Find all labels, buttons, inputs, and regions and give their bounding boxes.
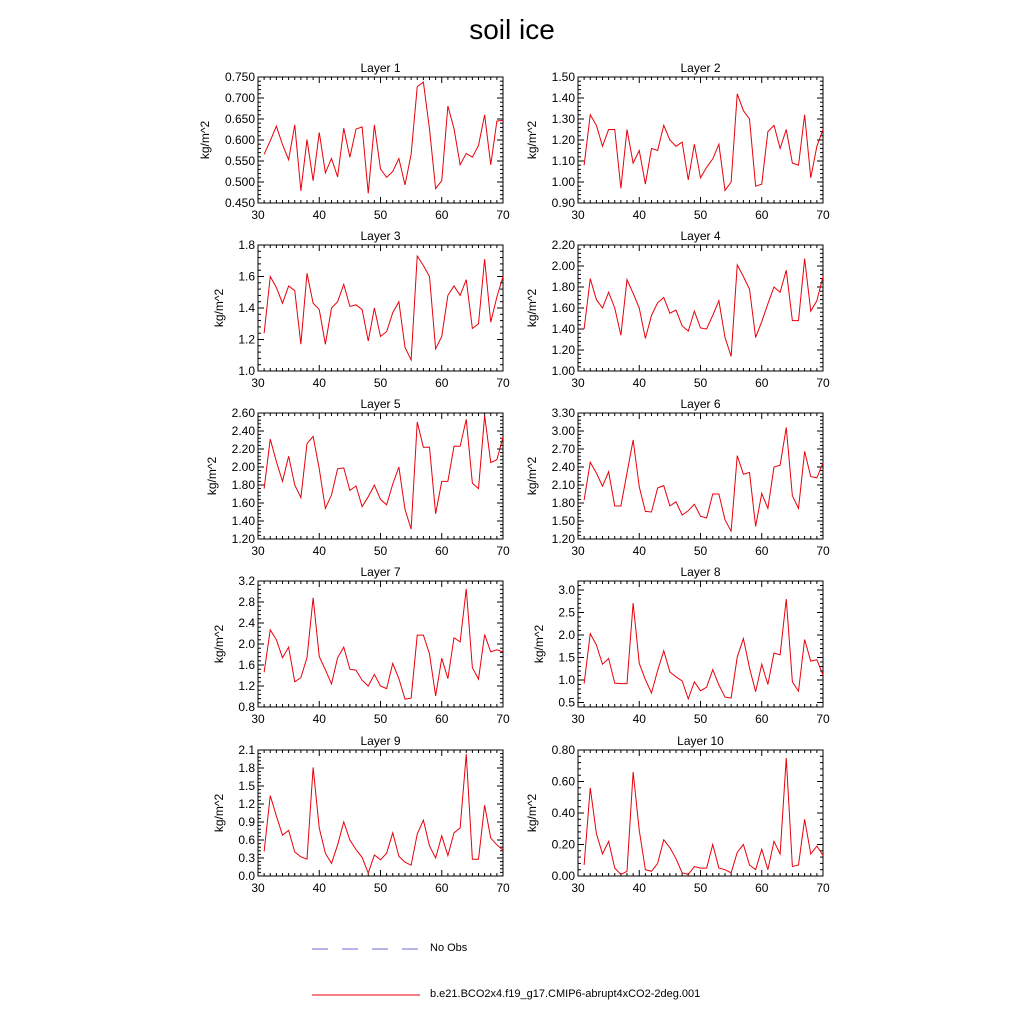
chart-layer-4 — [525, 229, 830, 390]
y-tick-label: 1.50 — [551, 514, 575, 528]
x-tick-label: 50 — [693, 712, 708, 726]
y-tick-label: 3.30 — [551, 406, 575, 420]
y-tick-label: 0.500 — [224, 175, 255, 189]
y-axis-label: kg/m^2 — [525, 120, 539, 160]
legend-model-run-line — [310, 989, 422, 1001]
y-tick-label: 1.0 — [558, 673, 575, 687]
series-line-model-run — [264, 82, 503, 193]
chart-layer-6 — [525, 397, 830, 558]
x-tick-label: 30 — [251, 376, 265, 390]
series-line-model-run — [264, 256, 503, 360]
y-tick-label: 2.70 — [551, 442, 575, 456]
chart-title: Layer 6 — [680, 397, 721, 411]
y-tick-label: 1.10 — [551, 154, 575, 168]
y-tick-label: 2.00 — [231, 460, 255, 474]
x-tick-label: 40 — [312, 544, 326, 558]
y-tick-label: 1.6 — [238, 658, 255, 672]
y-tick-label: 1.2 — [238, 332, 255, 347]
y-tick-label: 2.40 — [551, 460, 575, 474]
series-line-model-run — [584, 427, 823, 531]
y-tick-label: 1.2 — [238, 797, 255, 811]
y-tick-label: 1.00 — [551, 175, 575, 189]
y-tick-label: 0.80 — [551, 743, 575, 757]
x-tick-label: 30 — [251, 881, 265, 895]
legend-no-obs-line — [310, 943, 422, 955]
chart-title: Layer 3 — [360, 229, 401, 243]
y-tick-label: 3.2 — [238, 574, 255, 588]
x-tick-label: 30 — [571, 544, 585, 558]
y-axis-label: kg/m^2 — [212, 624, 226, 664]
x-tick-label: 70 — [496, 544, 510, 558]
x-tick-label: 50 — [373, 881, 388, 895]
plot-frame — [258, 413, 503, 539]
y-tick-label: 0.3 — [238, 851, 255, 865]
chart-title: Layer 8 — [680, 565, 721, 579]
chart-layer-2 — [525, 61, 830, 222]
plot-frame — [258, 581, 503, 707]
plot-frame — [258, 245, 503, 371]
y-tick-label: 0.0 — [238, 869, 255, 883]
y-axis-label: kg/m^2 — [198, 120, 212, 160]
plot-frame — [578, 750, 823, 876]
y-tick-label: 1.00 — [551, 364, 575, 378]
x-tick-label: 50 — [693, 376, 708, 390]
chart-layer-10 — [525, 734, 830, 895]
legend-model-run-label: b.e21.BCO2x4.f19_g17.CMIP6-abrupt4xCO2-2deg.001 — [430, 988, 701, 1000]
series-line-model-run — [264, 416, 503, 529]
y-tick-label: 3.00 — [551, 424, 575, 438]
y-tick-label: 2.1 — [238, 743, 255, 757]
y-tick-label: 1.40 — [551, 91, 575, 105]
y-axis-label: kg/m^2 — [212, 288, 226, 328]
y-tick-label: 1.20 — [551, 343, 575, 357]
chart-layer-5 — [205, 397, 510, 558]
chart-title: Layer 4 — [680, 229, 721, 243]
x-tick-label: 40 — [312, 376, 326, 390]
y-tick-label: 2.0 — [238, 637, 255, 651]
y-tick-label: 1.40 — [551, 322, 575, 336]
x-tick-label: 50 — [373, 544, 388, 558]
x-tick-label: 50 — [373, 712, 388, 726]
chart-layer-3 — [212, 229, 510, 390]
chart-title: Layer 5 — [360, 397, 401, 411]
y-tick-label: 1.4 — [238, 301, 255, 315]
y-tick-label: 1.5 — [558, 650, 575, 665]
y-tick-label: 1.0 — [238, 364, 255, 378]
x-tick-label: 60 — [755, 376, 769, 390]
x-tick-label: 40 — [312, 208, 326, 222]
plot-frame — [258, 750, 503, 876]
x-tick-label: 60 — [435, 544, 449, 558]
x-tick-label: 70 — [816, 712, 830, 726]
x-tick-label: 30 — [251, 712, 265, 726]
y-tick-label: 1.50 — [551, 70, 575, 84]
y-tick-label: 0.9 — [238, 815, 255, 829]
y-tick-label: 1.60 — [551, 301, 575, 315]
y-tick-label: 0.00 — [551, 869, 575, 883]
x-tick-label: 70 — [816, 881, 830, 895]
chart-layer-7 — [212, 565, 510, 726]
x-tick-label: 40 — [632, 881, 646, 895]
series-line-model-run — [584, 758, 823, 875]
plot-frame — [258, 77, 503, 203]
y-tick-label: 2.0 — [558, 628, 575, 642]
x-tick-label: 70 — [816, 544, 830, 558]
x-tick-label: 60 — [755, 712, 769, 726]
y-tick-label: 2.8 — [238, 595, 255, 609]
y-tick-label: 2.40 — [231, 424, 255, 438]
x-tick-label: 70 — [496, 376, 510, 390]
y-tick-label: 1.2 — [238, 679, 255, 693]
x-tick-label: 30 — [571, 376, 585, 390]
y-tick-label: 2.10 — [551, 478, 575, 492]
y-tick-label: 1.20 — [551, 532, 575, 546]
x-tick-label: 40 — [632, 544, 646, 558]
x-tick-label: 50 — [693, 544, 708, 558]
y-tick-label: 0.40 — [551, 806, 575, 820]
x-tick-label: 60 — [435, 208, 449, 222]
y-tick-label: 1.20 — [551, 133, 575, 147]
x-tick-label: 70 — [816, 376, 830, 390]
y-tick-label: 0.90 — [551, 196, 575, 210]
y-tick-label: 2.4 — [238, 616, 255, 630]
x-tick-label: 50 — [693, 208, 708, 222]
legend-no-obs-label: No Obs — [430, 942, 468, 954]
x-tick-label: 40 — [632, 712, 646, 726]
y-tick-label: 1.6 — [238, 269, 255, 284]
y-axis-label: kg/m^2 — [525, 288, 539, 328]
plot-frame — [578, 77, 823, 203]
x-tick-label: 50 — [693, 881, 708, 895]
x-tick-label: 40 — [632, 208, 646, 222]
y-axis-label: kg/m^2 — [532, 624, 546, 664]
series-line-model-run — [584, 599, 823, 699]
y-tick-label: 0.8 — [238, 700, 255, 714]
series-line-model-run — [584, 94, 823, 191]
y-tick-label: 0.600 — [224, 133, 255, 147]
y-tick-label: 2.20 — [551, 238, 575, 252]
page-title: soil ice — [469, 14, 555, 45]
y-tick-label: 0.750 — [224, 70, 255, 84]
y-axis-label: kg/m^2 — [525, 793, 539, 833]
x-tick-label: 30 — [571, 208, 585, 222]
y-tick-label: 1.30 — [551, 112, 575, 126]
x-tick-label: 50 — [373, 208, 388, 222]
y-tick-label: 1.8 — [238, 238, 255, 252]
x-tick-label: 60 — [435, 881, 449, 895]
y-tick-label: 2.20 — [231, 442, 255, 456]
x-tick-label: 60 — [435, 376, 449, 390]
y-axis-label: kg/m^2 — [205, 456, 219, 496]
y-axis-label: kg/m^2 — [212, 793, 226, 833]
y-tick-label: 1.60 — [231, 496, 255, 510]
x-tick-label: 30 — [251, 544, 265, 558]
chart-layer-9 — [212, 734, 510, 895]
y-tick-label: 0.700 — [224, 91, 255, 105]
y-tick-label: 1.20 — [231, 532, 255, 546]
y-tick-label: 0.550 — [224, 154, 255, 168]
y-tick-label: 1.80 — [231, 478, 255, 492]
series-line-model-run — [584, 259, 823, 357]
x-tick-label: 40 — [312, 881, 326, 895]
x-tick-label: 70 — [496, 208, 510, 222]
series-line-model-run — [264, 754, 503, 873]
x-tick-label: 30 — [251, 208, 265, 222]
x-tick-label: 60 — [435, 712, 449, 726]
x-tick-label: 40 — [632, 376, 646, 390]
y-tick-label: 0.5 — [558, 695, 575, 710]
x-tick-label: 60 — [755, 208, 769, 222]
x-tick-label: 50 — [373, 376, 388, 390]
x-tick-label: 30 — [571, 712, 585, 726]
y-tick-label: 3.0 — [558, 583, 575, 597]
series-line-model-run — [264, 589, 503, 699]
x-tick-label: 70 — [496, 881, 510, 895]
y-tick-label: 1.5 — [238, 779, 255, 793]
y-tick-label: 2.60 — [231, 406, 255, 420]
chart-title: Layer 7 — [360, 565, 401, 579]
x-tick-label: 70 — [496, 712, 510, 726]
y-tick-label: 2.5 — [558, 605, 575, 620]
y-axis-label: kg/m^2 — [525, 456, 539, 496]
chart-title: Layer 2 — [680, 61, 721, 75]
y-tick-label: 1.80 — [551, 496, 575, 510]
x-tick-label: 60 — [755, 544, 769, 558]
chart-title: Layer 9 — [360, 734, 401, 748]
y-tick-label: 1.8 — [238, 761, 255, 775]
chart-layer-1 — [198, 61, 510, 222]
x-tick-label: 40 — [312, 712, 326, 726]
y-tick-label: 0.20 — [551, 837, 575, 852]
chart-title: Layer 10 — [677, 734, 724, 748]
y-tick-label: 2.00 — [551, 259, 575, 273]
y-tick-label: 0.6 — [238, 833, 255, 847]
x-tick-label: 70 — [816, 208, 830, 222]
y-tick-label: 0.60 — [551, 774, 575, 789]
y-tick-label: 0.650 — [224, 112, 255, 126]
chart-layer-8 — [532, 565, 830, 726]
chart-title: Layer 1 — [360, 61, 401, 75]
y-tick-label: 1.40 — [231, 514, 255, 528]
y-tick-label: 1.80 — [551, 280, 575, 294]
x-tick-label: 60 — [755, 881, 769, 895]
x-tick-label: 30 — [571, 881, 585, 895]
y-tick-label: 0.450 — [224, 196, 255, 210]
